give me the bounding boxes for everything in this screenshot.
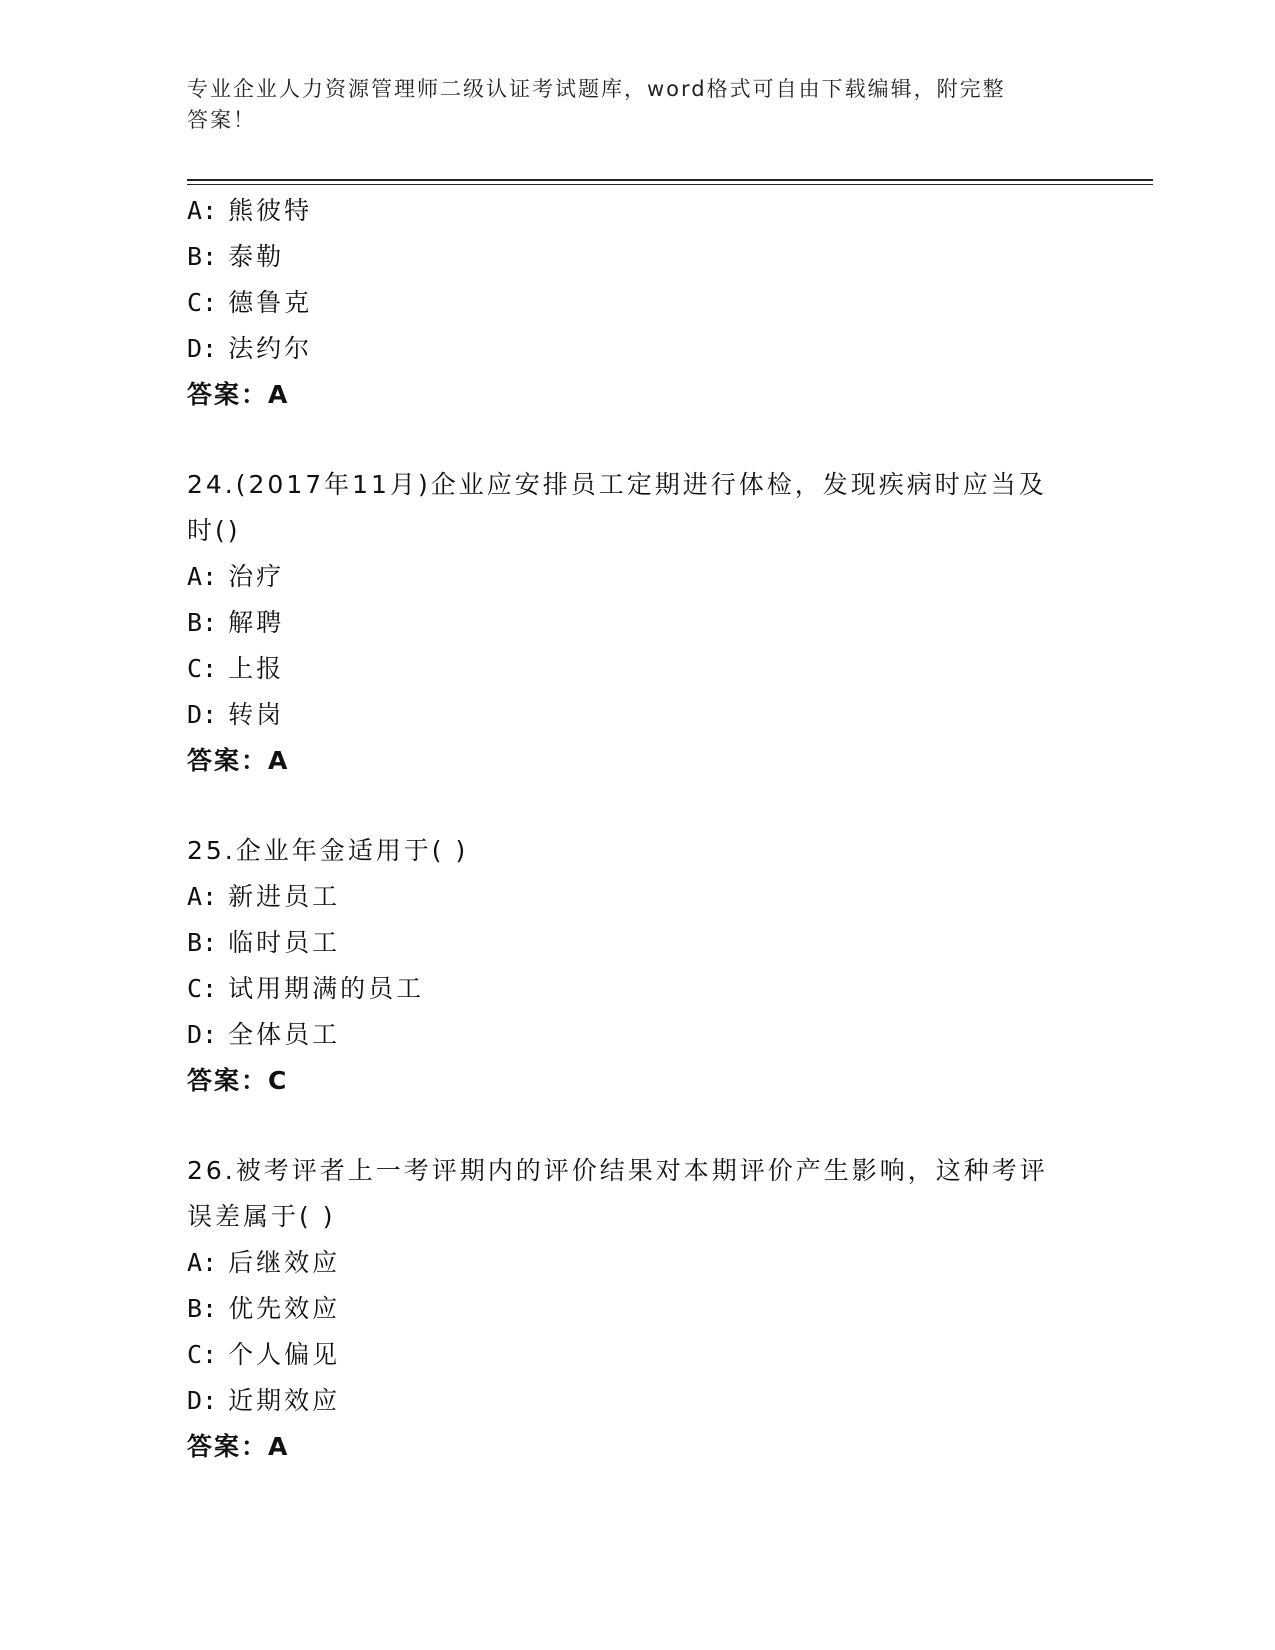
option-text: 试用期满的员工 (228, 974, 425, 1003)
question-title: 时() (187, 516, 241, 545)
option-letter: B: (187, 242, 218, 271)
answer-line: 答案：A (187, 746, 290, 775)
option-text: 治疗 (228, 562, 285, 591)
option-item (187, 554, 1107, 600)
option-item (187, 234, 1107, 280)
option-text: 德鲁克 (228, 288, 313, 317)
option-letter: B: (187, 1294, 218, 1323)
header-divider-thin (187, 184, 1153, 185)
question-title: 误差属于( ) (187, 1202, 336, 1231)
header-divider-thick (187, 179, 1153, 181)
option-letter: C: (187, 1340, 218, 1369)
option-text: 上报 (228, 654, 285, 683)
option-text: 熊彼特 (228, 196, 313, 225)
option-item (187, 600, 1107, 646)
option-item (187, 646, 1107, 692)
answer-line: 答案：A (187, 380, 290, 409)
question-block (187, 1148, 1107, 1470)
option-letter: A: (187, 1248, 218, 1277)
option-letter: D: (187, 1386, 218, 1415)
option-item (187, 1332, 1107, 1378)
option-letter: C: (187, 654, 218, 683)
option-text: 个人偏见 (228, 1340, 341, 1369)
option-text: 全体员工 (228, 1020, 341, 1049)
option-text: 新进员工 (228, 882, 341, 911)
option-text: 后继效应 (228, 1248, 341, 1277)
option-letter: D: (187, 334, 218, 363)
option-item (187, 920, 1107, 966)
header-line-1: 专业企业人力资源管理师二级认证考试题库，word格式可自由下载编辑，附完整 (187, 77, 1006, 101)
question-list (187, 188, 1107, 1470)
option-item (187, 1378, 1107, 1424)
option-item (187, 874, 1107, 920)
option-text: 近期效应 (228, 1386, 341, 1415)
option-text: 泰勒 (228, 242, 285, 271)
option-letter: B: (187, 928, 218, 957)
option-letter: C: (187, 288, 218, 317)
option-text: 临时员工 (228, 928, 341, 957)
question-block (187, 188, 1107, 418)
option-item (187, 1240, 1107, 1286)
option-item (187, 966, 1107, 1012)
header-line-2: 答案！ (187, 108, 256, 132)
option-item (187, 1012, 1107, 1058)
option-item (187, 326, 1107, 372)
answer-line: 答案：A (187, 1432, 290, 1461)
option-letter: D: (187, 700, 218, 729)
option-item (187, 692, 1107, 738)
question-block (187, 462, 1107, 784)
option-text: 解聘 (228, 608, 285, 637)
page-header (187, 74, 1067, 136)
answer-line: 答案：C (187, 1066, 289, 1095)
option-letter: A: (187, 562, 218, 591)
option-letter: D: (187, 1020, 218, 1049)
question-title: 26.被考评者上一考评期内的评价结果对本期评价产生影响，这种考评 (187, 1156, 1048, 1185)
option-text: 法约尔 (228, 334, 313, 363)
option-item (187, 1286, 1107, 1332)
option-item (187, 188, 1107, 234)
question-title: 25.企业年金适用于( ) (187, 836, 469, 865)
option-text: 优先效应 (228, 1294, 341, 1323)
option-letter: A: (187, 882, 218, 911)
question-title: 24.(2017年11月)企业应安排员工定期进行体检，发现疾病时应当及 (187, 470, 1047, 499)
option-letter: B: (187, 608, 218, 637)
question-block (187, 828, 1107, 1104)
option-letter: A: (187, 196, 218, 225)
option-text: 转岗 (228, 700, 285, 729)
option-letter: C: (187, 974, 218, 1003)
option-item (187, 280, 1107, 326)
